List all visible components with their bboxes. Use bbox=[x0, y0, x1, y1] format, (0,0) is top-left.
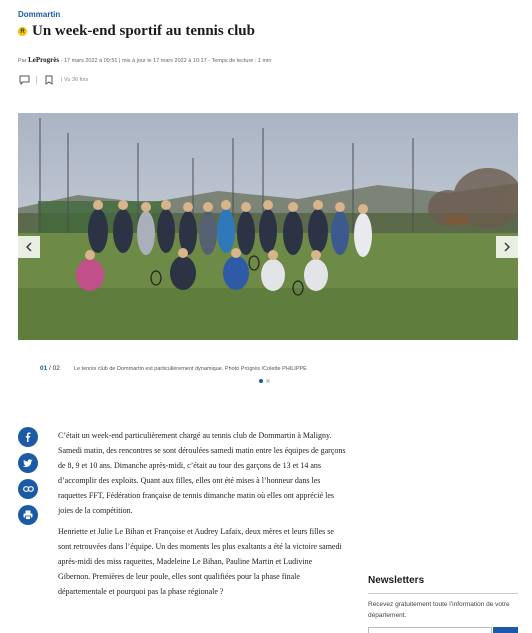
share-facebook-button[interactable] bbox=[18, 427, 38, 447]
chevron-right-icon bbox=[503, 242, 511, 252]
article-actions bbox=[18, 74, 88, 86]
share-link-button[interactable] bbox=[18, 479, 38, 499]
gallery-caption-row bbox=[40, 365, 307, 372]
newsletter-email-input[interactable] bbox=[368, 627, 492, 633]
share-print-button[interactable] bbox=[18, 505, 38, 525]
gallery-dot[interactable] bbox=[266, 379, 270, 383]
meta-reading-time: - Temps de lecture : 1 min bbox=[208, 58, 272, 64]
gallery-separator: / bbox=[47, 365, 53, 372]
brand-logo[interactable]: LeProgrès bbox=[28, 56, 60, 64]
article-paragraph: Henriette et Julie Le Bihan et Françoise et Audrey Lafaix, deux mères et leurs filles se sont retrouvées dans l’équipe. Un des moments les plus exaltants a été la victoire samedi après-midi des miss raquettes, Madeleine Le Bihan, Pauline Martin et Ludivine Gibernon. Premières de leur poule, elles sont qualifiées pour la phase finale départementale et pourquoi pas la phase régionale ? bbox=[58, 527, 342, 596]
meta-published: - 17 mars 2022 à 09:51 bbox=[60, 58, 118, 64]
newsletter-submit-button[interactable] bbox=[493, 627, 518, 633]
gallery-current: 01 bbox=[40, 365, 48, 372]
gallery-dots bbox=[259, 379, 270, 383]
photo-caption: Le tennis club de Dommartin est particulièrement dynamique. Photo Progrès /Colette PHILIPPE bbox=[73, 366, 307, 372]
link-icon bbox=[23, 486, 34, 492]
category-link[interactable]: Dommartin bbox=[18, 10, 61, 19]
article-meta bbox=[18, 56, 271, 64]
premium-badge: R bbox=[18, 27, 27, 36]
newsletter-description: Recevez gratuitement toute l’information de votre département. bbox=[368, 601, 510, 619]
gallery-total: 02 bbox=[52, 365, 60, 372]
chevron-left-icon bbox=[25, 242, 33, 252]
action-divider bbox=[36, 76, 37, 85]
title-row bbox=[18, 23, 255, 40]
twitter-icon bbox=[23, 459, 33, 468]
print-icon bbox=[23, 510, 33, 520]
meta-by: Par bbox=[18, 58, 27, 64]
gallery-next-button[interactable] bbox=[496, 236, 518, 258]
meta-updated: | mis à jour le 17 mars 2022 à 10:17 bbox=[119, 58, 207, 64]
article-paragraph: C’était un week-end particulièrement chargé au tennis club de Dommartin à Maligny. Samedi matin, des rencontres se sont déroulées samedi matin entre les équipes de garçons de 8, 9 et 10 ans. Dimanche après-midi, c’était au tour des garçons de 13 et 14 ans d’accomplir des exploits. Quant aux filles, elles ont été mises à l’honneur dans les raquettes FFT, Fédération française de tennis dimanche matin où elles ont apprécié les joies de la compétition. bbox=[58, 431, 346, 515]
bookmark-icon[interactable] bbox=[43, 74, 55, 86]
facebook-icon bbox=[23, 432, 33, 442]
share-twitter-button[interactable] bbox=[18, 453, 38, 473]
comment-icon[interactable] bbox=[18, 74, 30, 86]
article-photo bbox=[18, 113, 518, 340]
article-body bbox=[58, 428, 346, 605]
newsletter-heading: Newsletters bbox=[368, 575, 425, 586]
newsletter-divider bbox=[368, 593, 518, 594]
article-title: Un week-end sportif au tennis club bbox=[32, 23, 255, 39]
view-count: | Vu 36 fois bbox=[61, 77, 89, 83]
gallery-counter bbox=[40, 365, 60, 372]
gallery-dot[interactable] bbox=[259, 379, 263, 383]
gallery-prev-button[interactable] bbox=[18, 236, 40, 258]
